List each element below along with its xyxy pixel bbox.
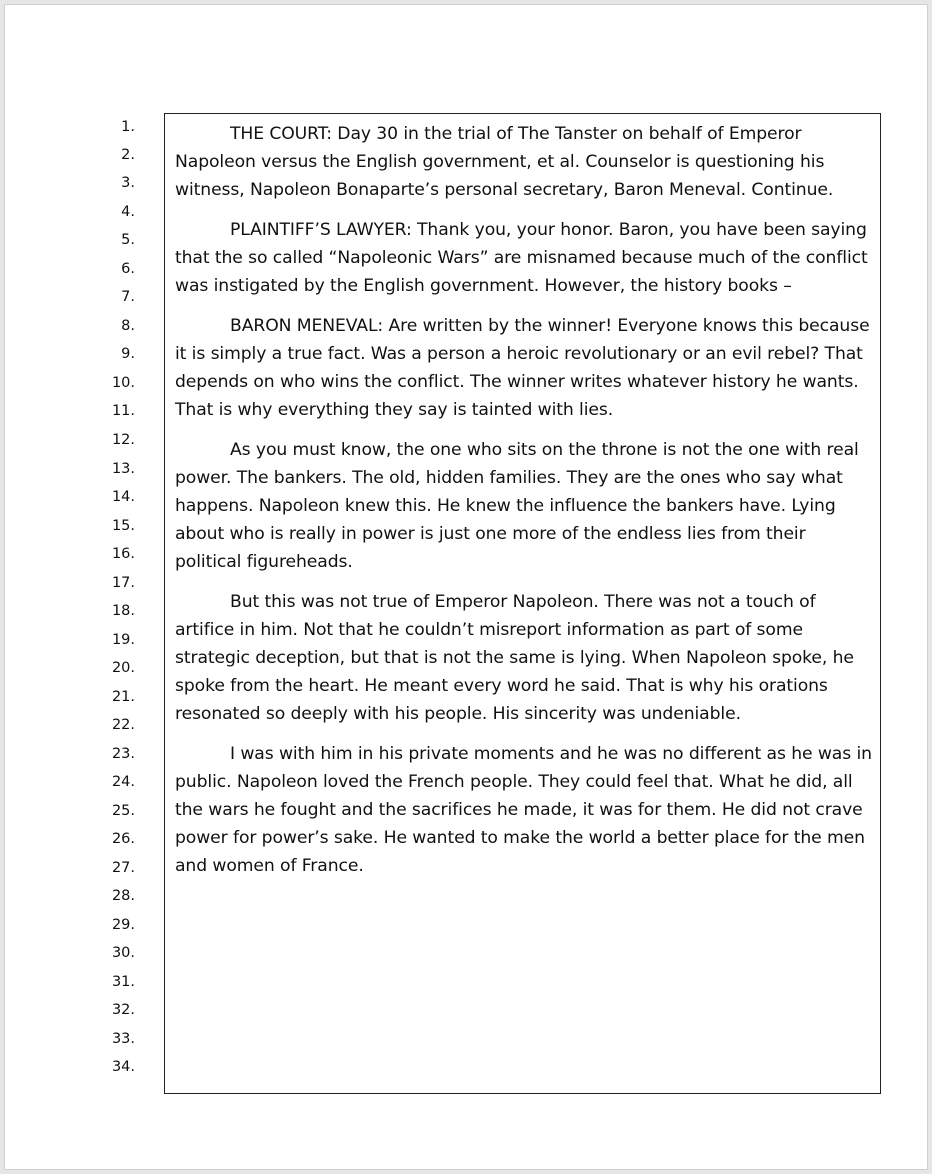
line-number: 23. [111,746,135,762]
paragraph-baron-meneval: BARON MENEVAL: Are written by the winner! Everyone knows this because it is simply a true fact. Was a person a heroic revolutionary or an evil rebel? That depends on who wins the conflict. The winner writes whatever history he wants. That is why everything they say is tainted with lies. [175,316,870,420]
line-number: 29. [111,917,135,933]
line-number: 8. [121,318,135,334]
line-number: 27. [111,860,135,876]
line-number: 26. [111,831,135,847]
line-number: 7. [121,289,135,305]
line-number: 20. [111,660,135,676]
paragraph-private-moments: I was with him in his private moments and he was no different as he was in public. Napoleon loved the French people. They could feel that. What he did, all the wars he fought and the sacrifices he made, it was for them. He did not crave power for power’s sake. He wanted to make the world a better place for the men and women of France. [175,744,872,876]
line-number: 9. [121,346,135,362]
line-number: 21. [111,689,135,705]
line-number: 31. [111,974,135,990]
line-number: 22. [111,717,135,733]
paragraph-court: THE COURT: Day 30 in the trial of The Tanster on behalf of Emperor Napoleon versus the English government, et al. Counselor is questioning his witness, Napoleon Bonaparte’s personal secretary, Baron Meneval. Continue. [175,124,834,200]
line-number: 28. [111,888,135,904]
line-number: 13. [111,461,135,477]
line-number: 2. [121,147,135,163]
line-number: 17. [111,575,135,591]
paragraph-bankers: As you must know, the one who sits on the throne is not the one with real power. The bankers. The old, hidden families. They are the ones who say what happens. Napoleon knew this. He knew the influence the bankers have. Lying about who is really in power is just one more of the endless lies from their political figureheads. [175,440,859,572]
paragraph-plaintiffs-lawyer: PLAINTIFF’S LAWYER: Thank you, your honor. Baron, you have been saying that the so called “Napoleonic Wars” are misnamed because much of the conflict was instigated by the English government. However, the history books – [175,220,868,296]
document-page [4,4,928,1170]
line-number: 34. [111,1059,135,1075]
line-number: 10. [111,375,135,391]
line-number: 3. [121,175,135,191]
line-number: 6. [121,261,135,277]
transcript-text-box[interactable] [164,113,881,1094]
line-number: 15. [111,518,135,534]
line-number: 1. [121,119,135,135]
line-number: 32. [111,1002,135,1018]
line-number-column [5,5,165,1169]
line-number: 5. [121,232,135,248]
line-number: 4. [121,204,135,220]
line-number: 30. [111,945,135,961]
line-number: 24. [111,774,135,790]
line-number: 11. [111,403,135,419]
line-number: 18. [111,603,135,619]
line-number: 14. [111,489,135,505]
line-number: 25. [111,803,135,819]
paragraph-napoleon-sincerity: But this was not true of Emperor Napoleon. There was not a touch of artifice in him. Not that he couldn’t misreport information as part of some strategic deception, but that is not the same is lying. When Napoleon spoke, he spoke from the heart. He meant every word he said. That is why his orations resonated so deeply with his people. His sincerity was undeniable. [175,592,854,724]
line-number: 12. [111,432,135,448]
line-number: 19. [111,632,135,648]
line-number: 33. [111,1031,135,1047]
line-number: 16. [111,546,135,562]
